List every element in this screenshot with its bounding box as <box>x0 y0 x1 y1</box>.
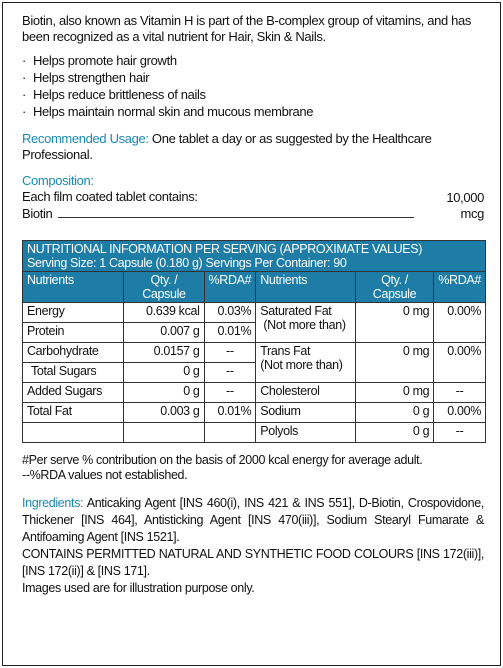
nutrient-rda: -- <box>204 343 256 363</box>
label-panel <box>2 2 501 666</box>
intro-text: Biotin, also known as Vitamin H is part of the B-complex group of vitamins, and has been recognized as a vital nutrient for Hair, Skin & Nails. <box>22 13 472 44</box>
nutrient-rda: -- <box>434 383 486 403</box>
table-row <box>23 383 486 403</box>
composition-section <box>22 173 484 222</box>
col-header: Qty. / Capsule <box>124 272 204 303</box>
nutrient-qty <box>124 423 204 443</box>
colours-statement: CONTAINS PERMITTED NATURAL AND SYNTHETIC FOOD COLOURS [INS 172(iii)], [INS 172(ii)] & [INS 171]. <box>22 547 484 578</box>
nutrient-rda: 0.01% <box>204 403 256 423</box>
nutrient-qty: 0.007 g <box>124 323 204 343</box>
leader-line <box>58 217 414 218</box>
nutrient-qty: 0.639 kcal <box>124 303 204 323</box>
footnotes <box>22 453 484 483</box>
nutrient-qty: 0 mg <box>355 303 433 343</box>
footnote: #Per serve % contribution on the basis of 2000 kcal energy for average adult. <box>22 453 423 467</box>
col-header: %RDA# <box>204 272 256 303</box>
nutrient-qty: 0 g <box>124 363 204 383</box>
col-header: Nutrients <box>23 272 124 303</box>
nutrient-qty: 0 g <box>124 383 204 403</box>
nutrient-name: Cholesterol <box>256 383 356 403</box>
nutrient-rda: -- <box>204 363 256 383</box>
nutrient-rda: -- <box>434 423 486 443</box>
nutrient-name: Sodium <box>256 403 356 423</box>
benefit-item: · Helps reduce brittleness of nails <box>22 87 484 104</box>
benefit-item: · Helps strengthen hair <box>22 70 484 87</box>
disclaimer: Images used are for illustration purpose only. <box>22 581 255 595</box>
nutrient-rda: 0.00% <box>434 303 486 343</box>
ingredients-label: Ingredients: <box>22 496 84 510</box>
benefits-list <box>22 53 484 121</box>
table-column-headers <box>23 272 486 303</box>
nutrition-table <box>22 240 486 443</box>
biotin-amount: 10,000 mcg <box>446 190 484 221</box>
nutrient-rda: 0.03% <box>204 303 256 323</box>
nutrient-rda: 0.00% <box>434 343 486 383</box>
nutrient-name: Carbohydrate <box>23 343 124 363</box>
col-header: Qty. / Capsule <box>355 272 433 303</box>
nutrient-rda: -- <box>204 383 256 403</box>
nutrition-title: NUTRITIONAL INFORMATION PER SERVING (APPROXIMATE VALUES) <box>27 242 423 256</box>
nutrient-name <box>23 423 124 443</box>
nutrient-qty: 0.0157 g <box>124 343 204 363</box>
ingredients-text: Ingredients: Anticaking Agent [INS 460(i), INS 421 & INS 551], D-Biotin, Crospovidone, Thickener [INS 464], Antisticking Agent [INS 470(iii)], Sodium Stearyl Fumarate & Antifoaming Agent [INS 1521]. <box>22 496 484 544</box>
usage-label: Recommended Usage: <box>22 131 149 146</box>
ingredients-section <box>22 495 484 597</box>
table-row <box>23 343 486 363</box>
nutrient-name: Total Sugars <box>23 363 124 383</box>
biotin-name: Biotin <box>22 206 53 221</box>
nutrient-rda: 0.01% <box>204 323 256 343</box>
nutrient-qty: 0 mg <box>355 343 433 383</box>
usage-text: One tablet a day or as suggested by the Healthcare Professional. <box>22 131 432 162</box>
serving-size: Serving Size: 1 Capsule (0.180 g) Servings Per Container: 90 <box>27 256 347 270</box>
nutrition-header <box>23 241 486 272</box>
nutrient-rda: 0.00% <box>434 403 486 423</box>
nutrient-qty: 0 mg <box>355 383 433 403</box>
nutrient-name: Trans Fat (Not more than) <box>256 343 356 383</box>
composition-line: Each film coated tablet contains: <box>22 189 198 204</box>
nutrient-name: Protein <box>23 323 124 343</box>
composition-label: Composition: <box>22 173 94 188</box>
recommended-usage <box>22 131 484 163</box>
table-row <box>23 403 486 423</box>
footnote: --%RDA values not established. <box>22 468 188 482</box>
nutrient-qty: 0 g <box>355 423 433 443</box>
nutrient-rda <box>204 423 256 443</box>
benefit-item: · Helps promote hair growth <box>22 53 484 70</box>
nutrient-qty: 0 g <box>355 403 433 423</box>
table-row <box>23 423 486 443</box>
nutrient-name: Energy <box>23 303 124 323</box>
benefit-item: · Helps maintain normal skin and mucous membrane <box>22 104 484 121</box>
nutrient-name: Total Fat <box>23 403 124 423</box>
nutrient-qty: 0.003 g <box>124 403 204 423</box>
nutrient-name: Added Sugars <box>23 383 124 403</box>
table-row <box>23 303 486 323</box>
col-header: %RDA# <box>434 272 486 303</box>
col-header: Nutrients <box>256 272 356 303</box>
nutrient-name: Saturated Fat (Not more than) <box>256 303 356 343</box>
nutrient-name: Polyols <box>256 423 356 443</box>
